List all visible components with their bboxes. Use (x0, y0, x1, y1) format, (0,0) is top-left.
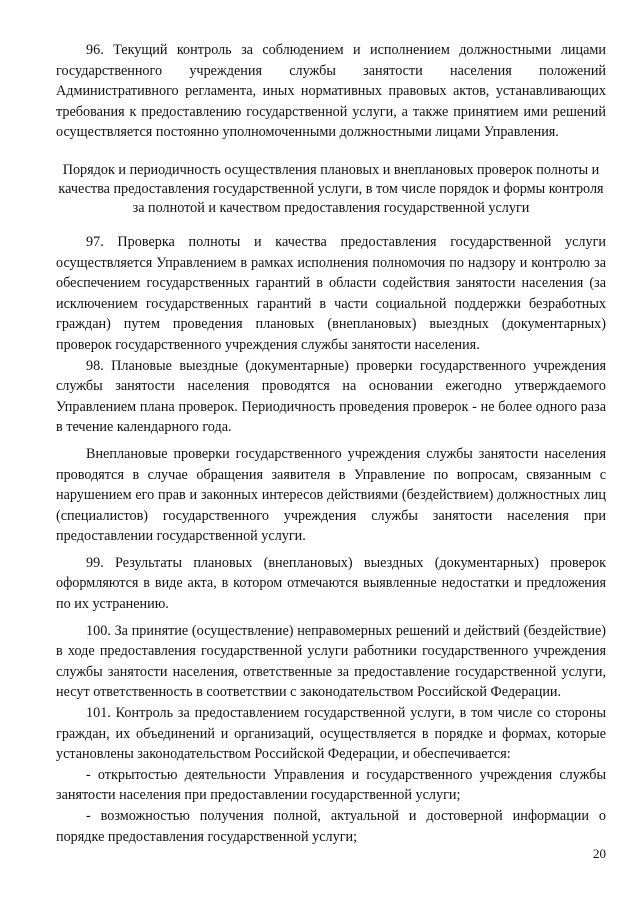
paragraph-99: 99. Результаты плановых (внеплановых) выездных (документарных) проверок оформляются в виде акта, в котором отмечаются выявленные недостатки и предложения по их устранению. (56, 554, 606, 613)
paragraph-97: 97. Проверка полноты и качества предоставления государственной услуги осуществляется Управлением в рамках исполнения полномочия по надзору и контролю за обеспечением государственных гарантий в области содействия занятости населения (за исключением государственных гарантий в части социальной поддержки безработных граждан) путем проведения плановых (внеплановых) выездных (документарных) проверок государственного учреждения службы занятости населения. (56, 233, 606, 353)
paragraph-100: 100. За принятие (осуществление) неправомерных решений и действий (бездействие) в ходе предоставления государственной услуги работники государственного учреждения службы занятости населения, ответственные за предоставление государственной услуги, несут ответственность в соответствии с законодательством Российской Федерации. (56, 622, 606, 701)
paragraph-98-unplanned: Внеплановые проверки государственного учреждения службы занятости населения проводятся в случае обращения заявителя в Управление по вопросам, связанным с нарушением его прав и законных интересов действиями (бездействием) должностных лиц (специалистов) государственного учреждения службы занятости населения при предоставлении государственной услуги. (56, 445, 606, 545)
paragraph-101-item-information: - возможностью получения полной, актуальной и достоверной информации о порядке предоставления государственной услуги; (56, 808, 606, 845)
paragraph-98: 98. Плановые выездные (документарные) проверки государственного учреждения службы занятости населения проводятся на основании ежегодно утверждаемого Управлением плана проверок. Периодичность проведения проверок - не более одного раза в течение календарного года. (56, 357, 606, 436)
document-page (56, 40, 606, 847)
section-heading: Порядок и периодичность осуществления плановых и внеплановых проверок полноты и качества предоставления государственной услуги, в том числе порядок и формы контроля за полнотой и качеством предоставления государственной услуги (58, 161, 604, 216)
paragraph-101-item-openness: - открытостью деятельности Управления и государственного учреждения службы занятости населения при предоставлении государственной услуги; (56, 766, 606, 804)
paragraph-96: 96. Текущий контроль за соблюдением и исполнением должностными лицами государственного учреждения службы занятости населения положений Административного регламента, иных нормативных правовых актов, устанавливающих требования к предоставлению государственной услуги, а также принятием ими решений осуществляется постоянно уполномоченными должностными лицами Управления. (56, 42, 606, 141)
paragraph-101: 101. Контроль за предоставлением государственной услуги, в том числе со стороны граждан, их объединений и организаций, осуществляется в порядке и формах, которые установлены законодательством Российской Федерации, и обеспечивается: (56, 705, 606, 763)
page-number: 20 (593, 846, 606, 861)
